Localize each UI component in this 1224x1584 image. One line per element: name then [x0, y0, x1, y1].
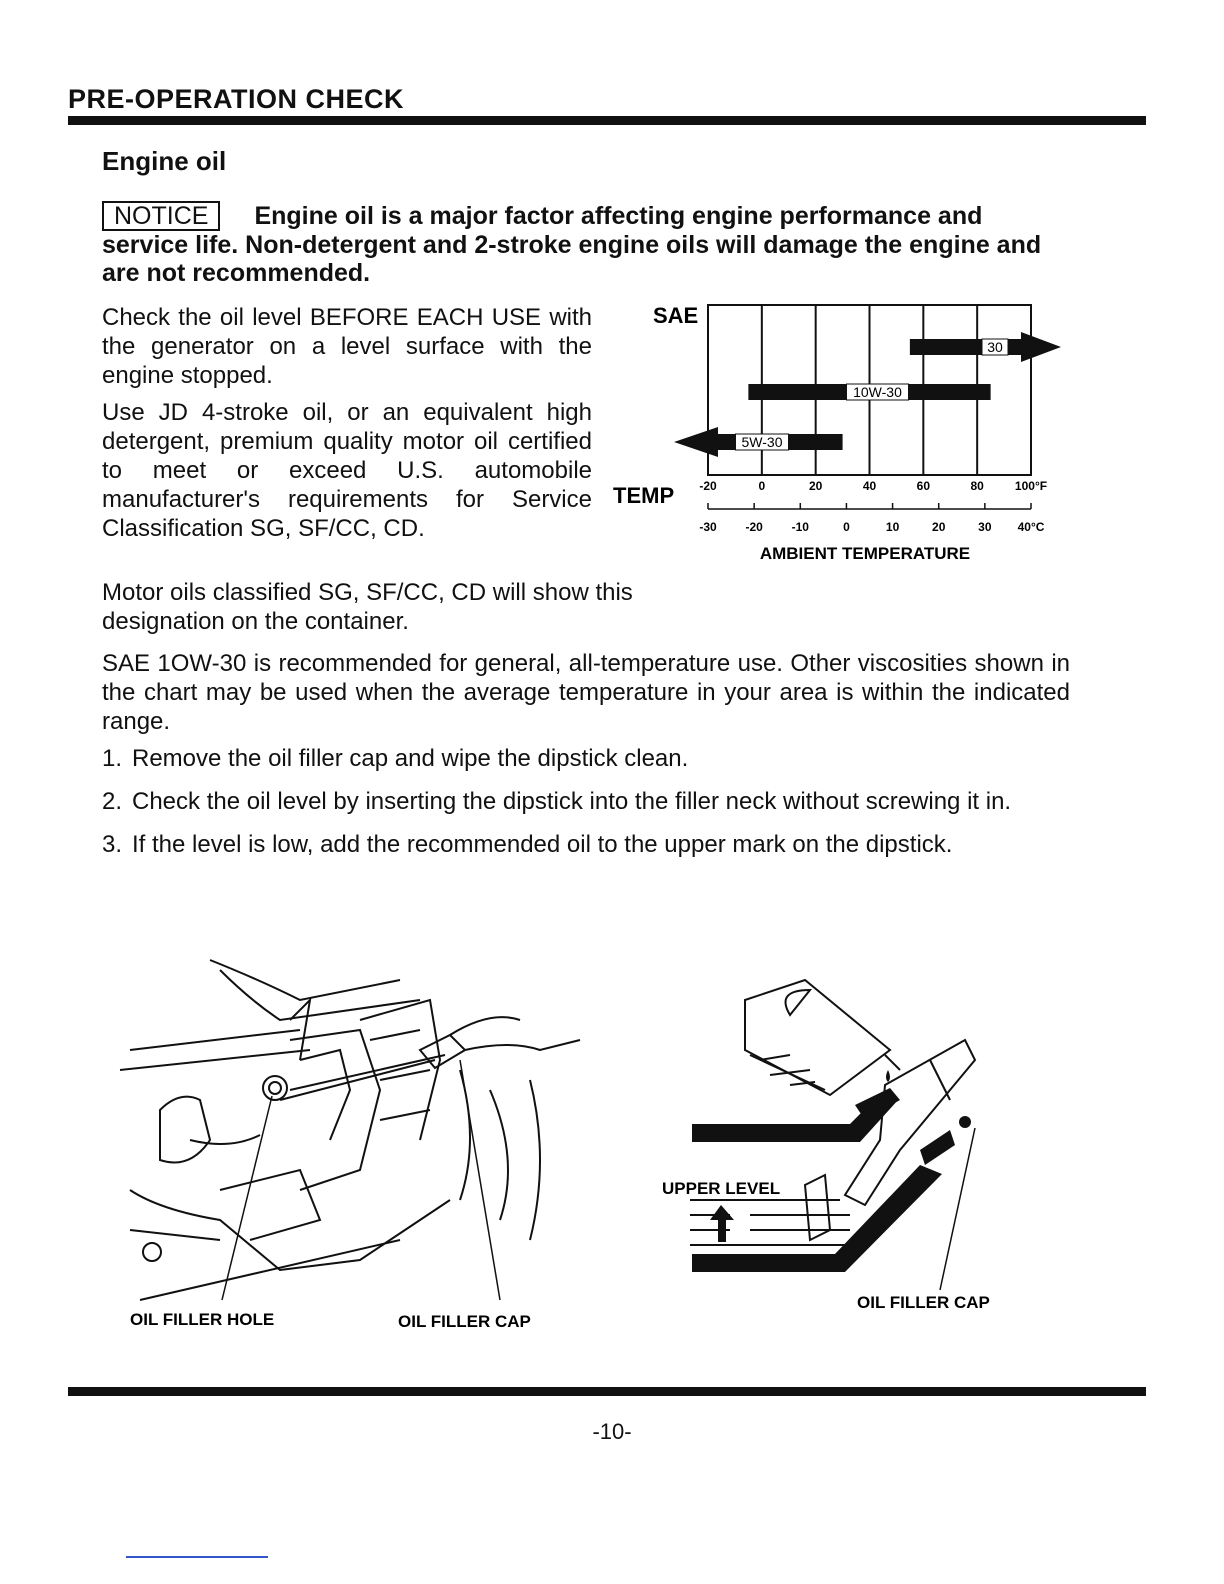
tick-label-c: -30 [699, 520, 717, 534]
notice-label: NOTICE [102, 201, 220, 231]
label-oil-filler-cap-left: OIL FILLER CAP [398, 1312, 531, 1331]
label-oil-filler-cap-right: OIL FILLER CAP [857, 1293, 990, 1312]
paragraph-sae-recommendation: SAE 1OW-30 is recommended for general, all-temperature use. Other viscosities shown in the chart may be used when the average temperature in your area is within the indicated range. [102, 650, 1070, 735]
bar-label-10W-30: 10W-30 [853, 384, 902, 400]
tick-label-f: 60 [916, 479, 931, 493]
list-item: 3. If the level is low, add the recommended oil to the upper mark on the dipstick. [102, 831, 953, 858]
page-header: PRE-OPERATION CHECK [68, 84, 405, 114]
header-rule [68, 116, 1146, 125]
bar-arrow-high [1021, 332, 1061, 362]
chart-ticks-celsius [699, 503, 1044, 534]
decorative-blue-line [126, 1556, 268, 1558]
viscosity-chart [605, 295, 1085, 575]
list-item: 1. Remove the oil filler cap and wipe the dipstick clean. [102, 745, 689, 772]
label-upper-level: UPPER LEVEL [662, 1179, 781, 1198]
section-title: Engine oil [102, 146, 227, 176]
engine-oil-filler-illustration [100, 940, 600, 1340]
chart-temp-label: TEMP [613, 483, 675, 508]
tick-label-f: 100°F [1014, 479, 1048, 493]
tick-label-f: 20 [808, 479, 823, 493]
chart-sae-label: SAE [653, 303, 699, 328]
tick-label-f: -20 [699, 479, 717, 493]
tick-label-c: 0 [843, 520, 850, 534]
paragraph-container-designation: Motor oils classified SG, SF/CC, CD will show this designation on the container. [102, 579, 633, 635]
oil-pouring-illustration [650, 960, 1080, 1320]
tick-label-c: 30 [978, 520, 992, 534]
bar-label-30: 30 [987, 339, 1003, 355]
footer-rule [68, 1387, 1146, 1396]
bar-label-5W-30: 5W-30 [741, 434, 783, 450]
label-oil-filler-hole: OIL FILLER HOLE [130, 1310, 275, 1329]
left-column [102, 303, 592, 551]
tick-label-f: 80 [970, 479, 984, 493]
page-number: -10- [592, 1419, 632, 1444]
chart-xlabel: AMBIENT TEMPERATURE [759, 544, 971, 563]
chart-ticks-fahrenheit [699, 479, 1047, 493]
bar-arrow-low [674, 427, 718, 457]
steps-list [102, 744, 1070, 873]
chart-bars [674, 332, 1061, 457]
list-item: 2. Check the oil level by inserting the dipstick into the filler neck without screwing it in. [102, 788, 1012, 815]
notice-text: Engine oil is a major factor affecting engine performance and service life. Non-detergent and 2-stroke engine oils will damage the engine and are not recommended. [102, 202, 1042, 287]
paragraph-check-level: Check the oil level BEFORE EACH USE with the generator on a level surface with the engine stopped. [102, 304, 592, 389]
tick-label-c: 20 [932, 520, 946, 534]
tick-label-c: -10 [791, 520, 809, 534]
tick-label-f: 40 [862, 479, 877, 493]
tick-label-f: 0 [758, 479, 766, 493]
paragraph-use-oil: Use JD 4-stroke oil, or an equivalent high detergent, premium quality motor oil certified to meet or exceed U.S. automobile manufacturer's requirements for Service Classification SG, SF/CC, CD. [102, 399, 592, 542]
tick-label-c: 10 [885, 520, 900, 534]
notice-paragraph [102, 201, 1070, 287]
tick-label-c: 40°C [1017, 520, 1045, 534]
tick-label-c: -20 [745, 520, 763, 534]
